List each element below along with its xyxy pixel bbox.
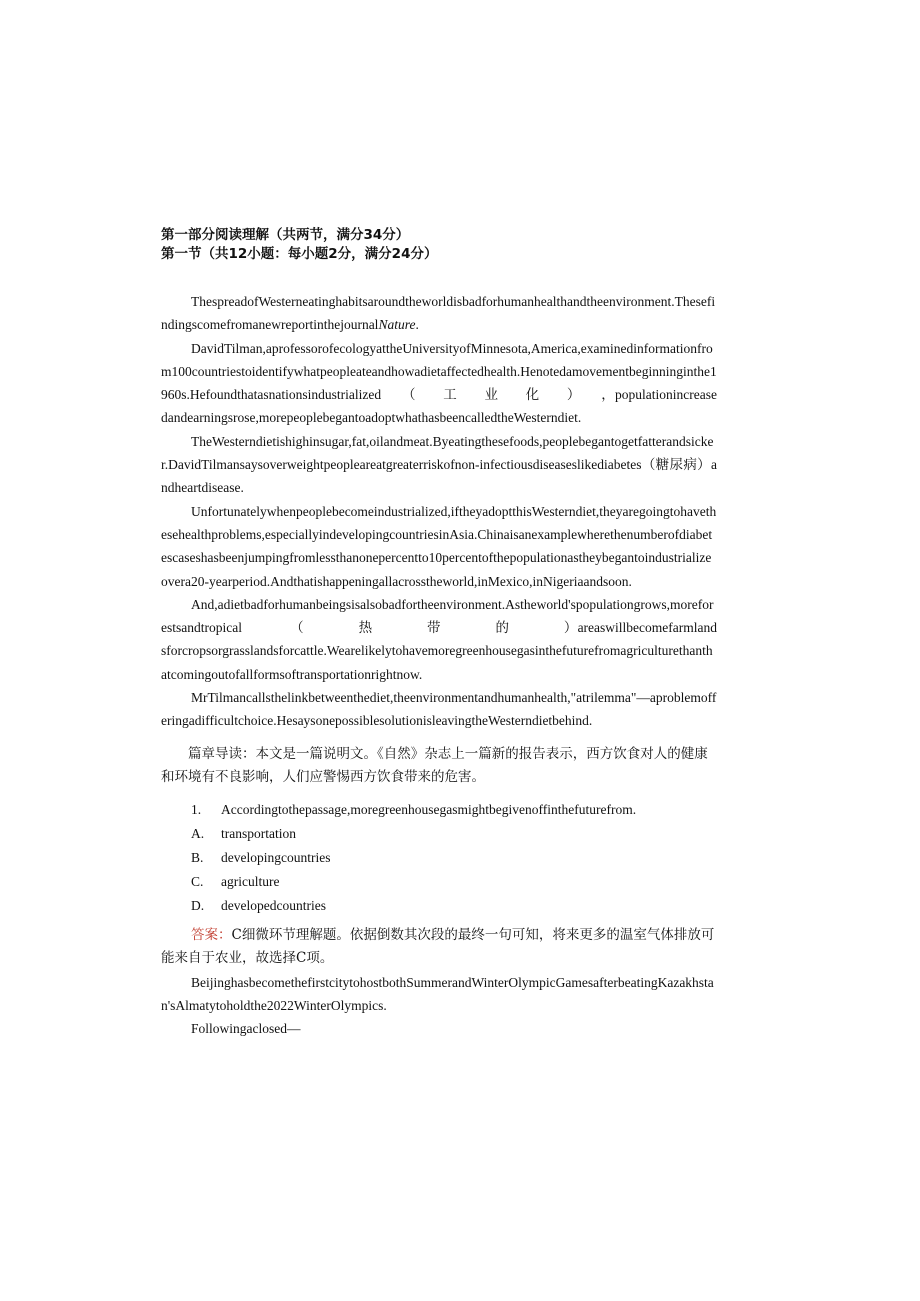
option-a [161, 822, 717, 846]
reading-passage-2 [161, 971, 717, 1041]
option-d-text: developedcountries [221, 897, 326, 913]
subsection-title: 第一节（共12小题：每小题2分，满分24分） [161, 246, 438, 262]
passage-paragraph-4: Unfortunatelywhenpeoplebecomeindustrialized,iftheyadoptthisWesterndiet,theyaregoingtohavethesehealthproblems,especiallyindevelopingcountriesinAsia.Chinaisanexamplewherethenumberofdiabetescaseshasbeenjumpingfromlessthanonepercentto10percentofthepopulationastheybegantoindustrializeovera20-yearperiod.Andthatishappeningallacrosstheworld,inMexico,inNigeriaandsoon. [161, 503, 717, 589]
journal-name: Nature [378, 317, 416, 333]
option-b [161, 846, 717, 870]
option-c-label: C. [191, 873, 204, 889]
passage-paragraph-5: And,adietbadforhumanbeingsisalsobadfortheenvironment.Astheworld'spopulationgrows,moreforestsandtropical （ 热 带 的 ）areaswillbecomefarmlandsforcropsorgrasslandsforcattle.Wearelikelytohavemoregreenhousegasinthefuturefromagriculturethanthatcomingoutofallformsoftransportationrightnow. [161, 596, 717, 682]
question-text: Accordingtothepassage,moregreenhousegasmightbegivenoffinthefuturefrom. [221, 801, 637, 817]
question-number: 1. [191, 801, 202, 817]
question-block [161, 798, 717, 918]
passage-paragraph-3: TheWesterndietishighinsugar,fat,oilandmeat.Byeatingthesefoods,peoplebegantogetfatterandsicker.DavidTilmansaysoverweightpeopleareatgreaterriskofnon-infectiousdiseaseslikediabetes（糖尿病）andheartdisease. [161, 433, 717, 496]
passage-paragraph-1-text: ThespreadofWesterneatinghabitsaroundtheworldisbadforhumanhealthandtheenvironment.Thesefindingscomefromanewreportinthejournal [161, 294, 716, 333]
document-page [161, 226, 717, 1041]
option-a-label: A. [191, 825, 205, 841]
reading-passage [161, 290, 717, 733]
section-title: 第一部分阅读理解（共两节，满分34分） [161, 227, 410, 243]
passage-guide: 篇章导读：本文是一篇说明文。《自然》杂志上一篇新的报告表示，西方饮食对人的健康和环境有不良影响，人们应警惕西方饮食带来的危害。 [161, 745, 708, 786]
passage2-paragraph-1: BeijinghasbecomethefirstcitytohostbothSummerandWinterOlympicGamesafterbeatingKazakhstan'sAlmatytoholdthe2022WinterOlympics. [161, 974, 714, 1013]
option-d-label: D. [191, 897, 205, 913]
passage-paragraph-2: DavidTilman,aprofessorofecologyattheUniversityofMinnesota,America,examinedinformationfrom100countriestoidentifywhatpeopleateandhowadietaffectedhealth.Henotedamovementbeginninginthe1960s.Hefoundthatasnationsindustrialized （ 工 业 化 ） ，populationincreasedandearningsrose,morepeoplebegantoadoptwhathasbeencalledtheWesterndiet. [161, 340, 717, 426]
option-b-text: developingcountries [221, 849, 331, 865]
answer-text: C细微环节理解题。依据倒数其次段的最终一句可知，将来更多的温室气体排放可能来自于农业，故选择C项。 [161, 926, 715, 967]
passage-paragraph-6: MrTilmancallsthelinkbetweenthediet,theenvironmentandhumanhealth,"atrilemma"—aproblemofferingadifficultchoice.HesaysonepossiblesolutionisleavingtheWesterndietbehind. [161, 690, 717, 729]
option-a-text: transportation [221, 825, 296, 841]
passage-paragraph-1 [161, 290, 717, 337]
passage2-paragraph-2: Followingaclosed— [191, 1021, 301, 1037]
option-c-text: agriculture [221, 873, 280, 889]
option-c [161, 870, 717, 894]
question-stem [161, 798, 717, 822]
option-b-label: B. [191, 849, 204, 865]
answer-explanation [161, 924, 717, 971]
passage-paragraph-1-end: . [415, 317, 419, 333]
answer-label: 答案： [191, 926, 232, 943]
option-d [161, 894, 717, 918]
